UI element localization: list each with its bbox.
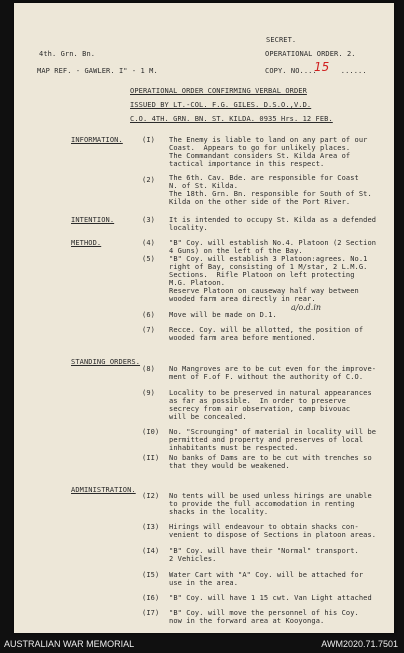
document-page xyxy=(14,3,394,633)
item-number: (I0) xyxy=(142,428,160,436)
item-number: (I3) xyxy=(142,523,160,531)
item-paragraph: No tents will be used unless hirings are unable to provide the full accomodation in renting shacks in the locality. xyxy=(169,492,372,516)
item-paragraph: Water Cart with "A" Coy. will be attached for use in the area. xyxy=(169,571,364,587)
item-paragraph: No banks of Dams are to be cut with trenches so that they would be weakened. xyxy=(169,454,372,470)
item-number: (I) xyxy=(142,136,155,144)
item-number: (5) xyxy=(142,255,155,263)
item-paragraph: "B" Coy. will establish 3 Platoon:agrees. No.1 right of Bay, consisting of 1 M/star, 2 L.M.G. Sections. Rifle Platoon on left protecting M.G. Platoon. Reserve Platoon on causeway half way between wooded farm area directly in rear. xyxy=(169,255,368,303)
item-number: (I2) xyxy=(142,492,160,500)
copy-number-handwritten: 15 xyxy=(314,60,330,74)
item-paragraph: It is intended to occupy St. Kilda as a defended locality. xyxy=(169,216,377,232)
item-paragraph: "B" Coy. will have 1 15 cwt. Van Light attached xyxy=(169,594,372,602)
section-administration: ADMINISTRATION. xyxy=(71,486,136,494)
item-number: (I5) xyxy=(142,571,160,579)
item-paragraph: "B" Coy. will have their "Normal" transport. 2 Vehicles. xyxy=(169,547,359,563)
item-number: (I7) xyxy=(142,609,160,617)
item-number: (I4) xyxy=(142,547,160,555)
section-intention: INTENTION. xyxy=(71,216,115,224)
item-number: (2) xyxy=(142,176,155,184)
item-number: (6) xyxy=(142,311,155,319)
secret-label: SECRET. xyxy=(266,36,297,44)
map-reference: MAP REF. - GAWLER. I" - 1 M. xyxy=(37,67,158,75)
unit-name: 4th. Grn. Bn. xyxy=(39,50,96,58)
item-paragraph: No. "Scrounging" of material in locality will be permitted and property and preserves of local inhabitants must be respected. xyxy=(169,428,377,452)
item-number: (9) xyxy=(142,389,155,397)
section-standing-orders: STANDING ORDERS. xyxy=(71,358,141,366)
item-paragraph: Hirings will endeavour to obtain shacks con- venient to dispose of Sections in platoon areas. xyxy=(169,523,377,539)
section-method: METHOD. xyxy=(71,239,102,247)
order-title-line-1: OPERATIONAL ORDER CONFIRMING VERBAL ORDER xyxy=(130,87,307,95)
order-title-line-2: ISSUED BY LT.-COL. F.G. GILES. D.S.O.,V.D. xyxy=(130,101,312,109)
handwritten-annotation: a/o.d.in xyxy=(291,303,322,312)
item-paragraph: The 6th. Cav. Bde. are responsible for Coast N. of St. Kilda. The 18th. Grn. Bn. responsible for South of St. Kilda on the other side of the Port River. xyxy=(169,174,372,206)
item-paragraph: Move will be made on D.1. xyxy=(169,311,277,319)
item-paragraph: Recce. Coy. will be allotted, the position of wooded farm area before mentioned. xyxy=(169,326,364,342)
item-paragraph: "B" Coy. will move the personnel of his Coy. now in the forward area at Kooyonga. xyxy=(169,609,359,625)
item-paragraph: The Enemy is liable to land on any part of our Coast. Appears to go for unlikely places. The Commandant considers St. Kilda Area of tactical importance in this respect. xyxy=(169,136,368,168)
item-number: (4) xyxy=(142,239,155,247)
item-number: (7) xyxy=(142,326,155,334)
item-number: (II) xyxy=(142,454,160,462)
item-paragraph: No Mangroves are to be cut even for the improve- ment of F.of F. without the authority of C.O. xyxy=(169,365,377,381)
item-number: (8) xyxy=(142,365,155,373)
item-paragraph: "B" Coy. will establish No.4. Platoon (2 Section 4 Guns) on the left of the Bay. xyxy=(169,239,377,255)
item-number: (I6) xyxy=(142,594,160,602)
operational-order-number: OPERATIONAL ORDER. 2. xyxy=(265,50,356,58)
item-paragraph: Locality to be preserved in natural appearances as far as possible. In order to preserve secrecy from air observation, camp bivouac will be concealed. xyxy=(169,389,372,421)
footer-accession-number: AWM2020.71.7501 xyxy=(321,639,398,649)
copy-number-label: COPY. NO.... ...... xyxy=(265,67,367,75)
footer-institution: AUSTRALIAN WAR MEMORIAL xyxy=(4,639,135,649)
section-information: INFORMATION. xyxy=(71,136,123,144)
order-title-line-3: C.O. 4TH. GRN. BN. ST. KILDA. 0935 Hrs. 12 FEB. xyxy=(130,115,333,123)
item-number: (3) xyxy=(142,216,155,224)
